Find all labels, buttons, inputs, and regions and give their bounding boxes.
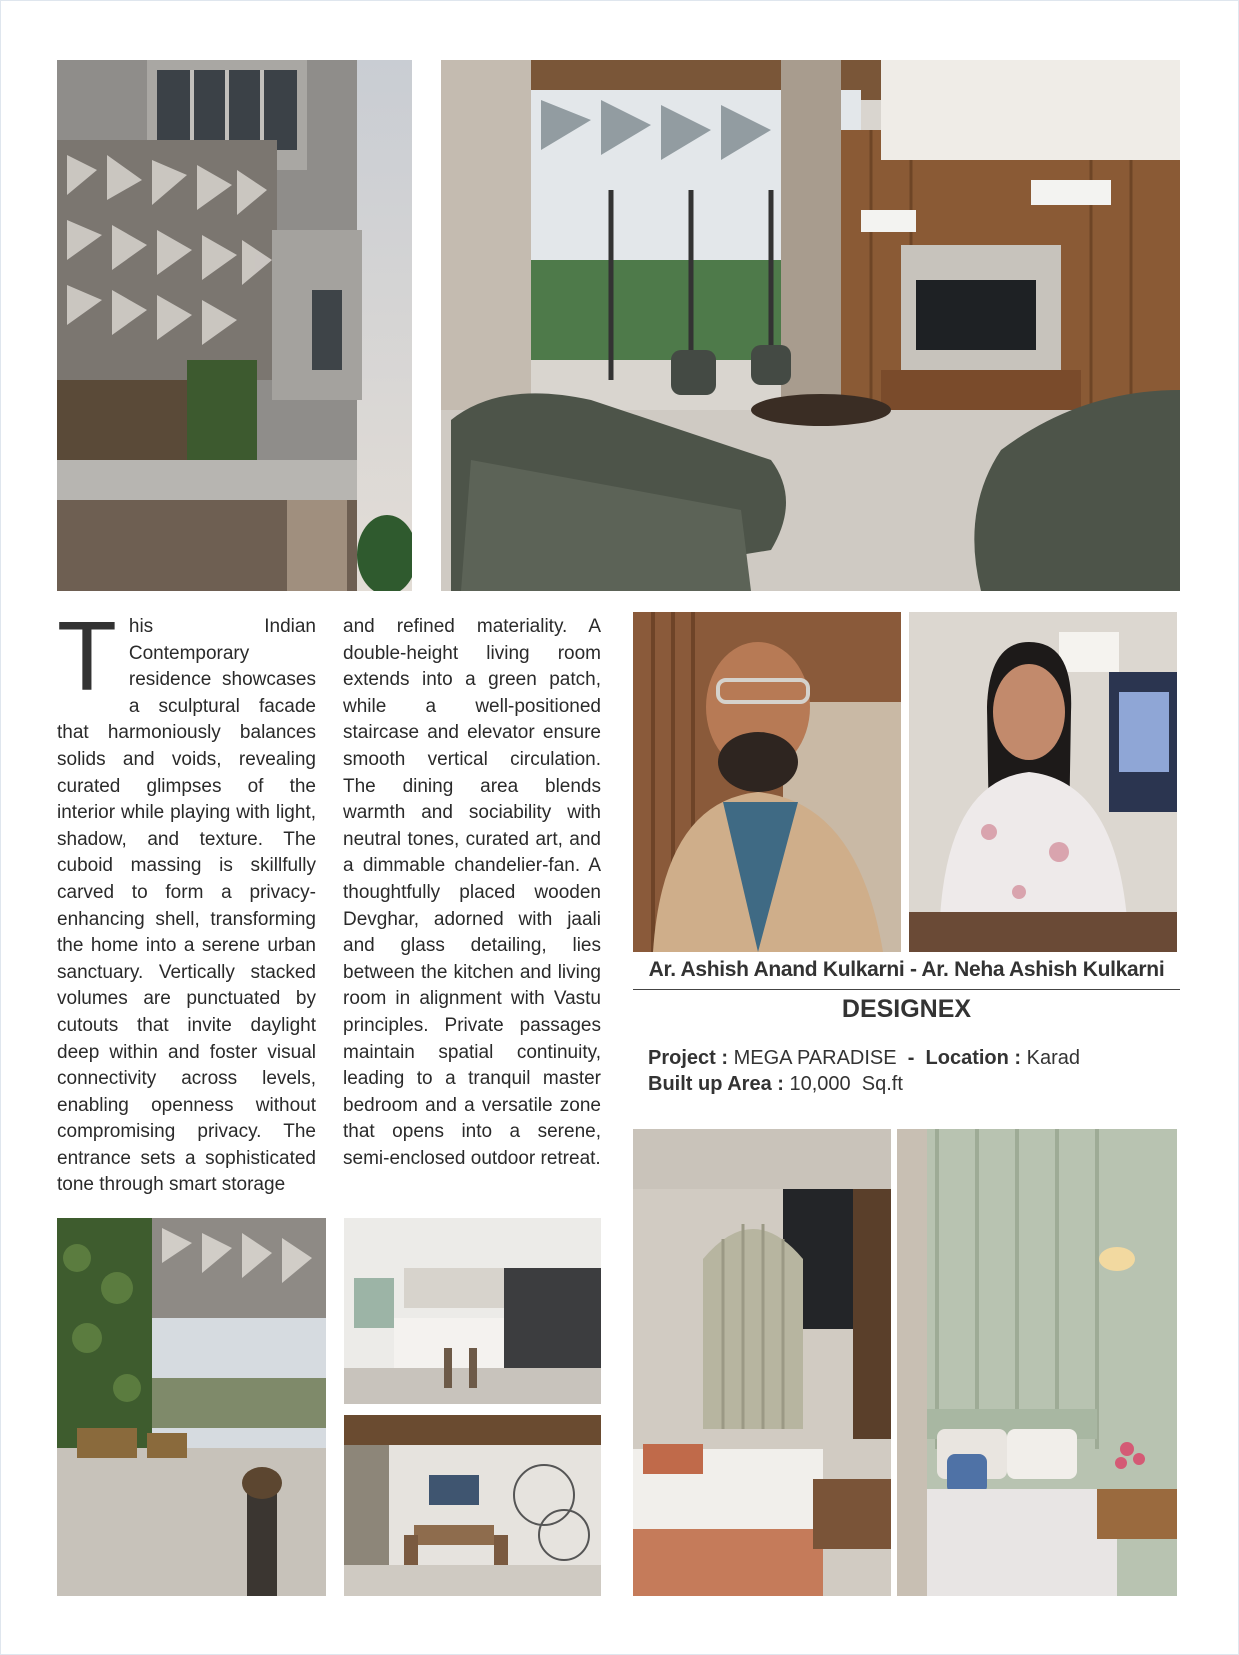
living-room-photo bbox=[441, 60, 1180, 591]
area-value: 10,000 Sq.ft bbox=[789, 1073, 903, 1095]
terrace-photo bbox=[57, 1218, 326, 1596]
project-value: MEGA PARADISE bbox=[733, 1047, 897, 1069]
portrait-neha-photo bbox=[909, 612, 1177, 952]
article-column-2: and refined materiality. A double-height living room extends into a green patch, while a well-positioned staircase and elevator ensure smooth vertical circulation. The dining area blends warmth and sociability with neutral tones, curated art, and a dimmable chandelier-fan. A thoughtfully placed wooden Devghar, adorned with jaali and glass detailing, lies between the kitchen and living room in alignment with Vastu principles. Private passages maintain spatial continuity, leading to a tranquil master bedroom and a versatile zone that opens into a serene, semi-enclosed outdoor retreat. bbox=[343, 616, 601, 1169]
facade-photo bbox=[57, 60, 412, 591]
project-info-line bbox=[648, 1047, 1080, 1070]
dining-photo bbox=[344, 1415, 601, 1596]
area-info-line bbox=[648, 1073, 903, 1096]
firm-name: DESIGNEX bbox=[841, 995, 972, 1023]
divider-rule bbox=[633, 989, 1180, 990]
architect-names: Ar. Ashish Anand Kulkarni - Ar. Neha Ashish Kulkarni bbox=[648, 958, 1165, 981]
drop-cap: T bbox=[57, 601, 117, 711]
bedroom-photo-1 bbox=[633, 1129, 891, 1596]
kitchen-photo bbox=[344, 1218, 601, 1404]
article-column-1-text: his Indian Contemporary residence showcases a sculptural facade that harmoniously balances solids and voids, revealing curated glimpses of the interior while playing with light, shadow, and texture. The cuboid massing is skillfully carved to form a privacy-enhancing shell, transforming the home into a serene urban sanctuary. Vertically stacked volumes are punctuated by cutouts that invite daylight deep within and foster visual connectivity across levels, enabling openness without compromising privacy. The entrance sets a sophisticated tone through smart storage bbox=[57, 616, 316, 1196]
location-label: Location : bbox=[925, 1047, 1022, 1069]
area-label: Built up Area : bbox=[648, 1073, 784, 1095]
article-column-1 bbox=[57, 601, 316, 1199]
location-value: Karad bbox=[1026, 1047, 1081, 1069]
separator: - bbox=[907, 1047, 915, 1069]
project-label: Project : bbox=[648, 1047, 729, 1069]
bedroom-photo-2 bbox=[897, 1129, 1177, 1596]
portrait-ashish-photo bbox=[633, 612, 901, 952]
